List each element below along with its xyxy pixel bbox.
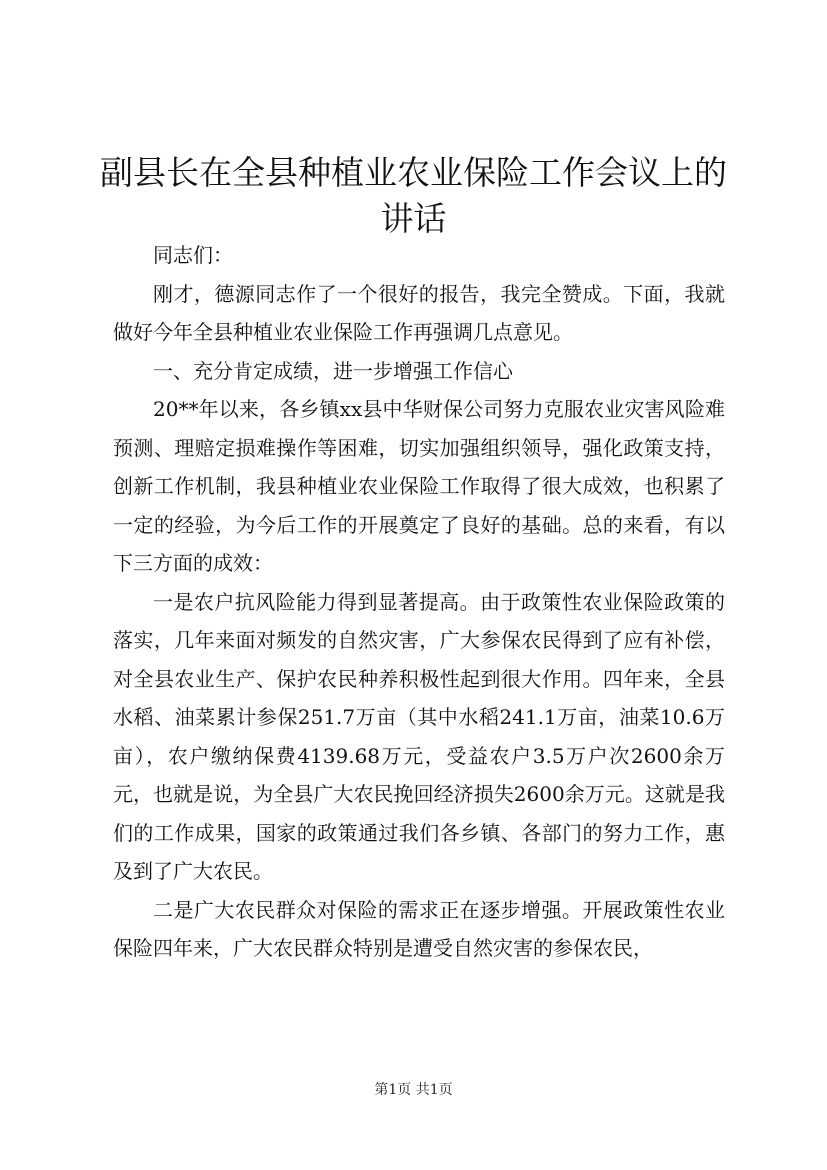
salutation: 同志们： xyxy=(153,243,233,267)
paragraph-point-1: 一是农户抗风险能力得到显著提高。由于政策性农业保险政策的落实，几年来面对频发的自然灾害，广大参保农民得到了应有补偿，对全县农业生产、保护农民种养积极性起到很大作用。四年来，全县水稻、油菜累计参保251.7万亩（其中水稻241.1万亩，油菜10.6万亩），农户缴纳保费4139.68万元，受益农户3.5万户次2600余万元，也就是说，为全县广大农民挽回经济损失2600余万元。这就是我们的工作成果，国家的政策通过我们各乡镇、各部门的努力工作，惠及到了广大农民。 xyxy=(113,589,725,883)
section-heading-1: 一、充分肯定成绩，进一步增强工作信心 xyxy=(153,358,513,383)
document-body xyxy=(113,236,725,968)
paragraph-point-2: 二是广大农民群众对保险的需求正在逐步增强。开展政策性农业保险四年来，广大农民群众特别是遭受自然灾害的参保农民， xyxy=(113,897,725,960)
paragraph-intro: 刚才，德源同志作了一个很好的报告，我完全赞成。下面，我就做好今年全县种植业农业保险工作再强调几点意见。 xyxy=(113,281,725,344)
document-title: 副县长在全县种植业农业保险工作会议上的讲话 xyxy=(100,153,727,238)
paragraph-achievements: 20**年以来，各乡镇xx县中华财保公司努力克服农业灾害风险难预测、理赔定损难操作等困难，切实加强组织领导，强化政策支持，创新工作机制，我县种植业农业保险工作取得了很大成效，也积累了一定的经验，为今后工作的开展奠定了良好的基础。总的来看，有以下三方面的成效： xyxy=(113,397,725,575)
page-footer: 第1页 共1页 xyxy=(374,1082,453,1098)
